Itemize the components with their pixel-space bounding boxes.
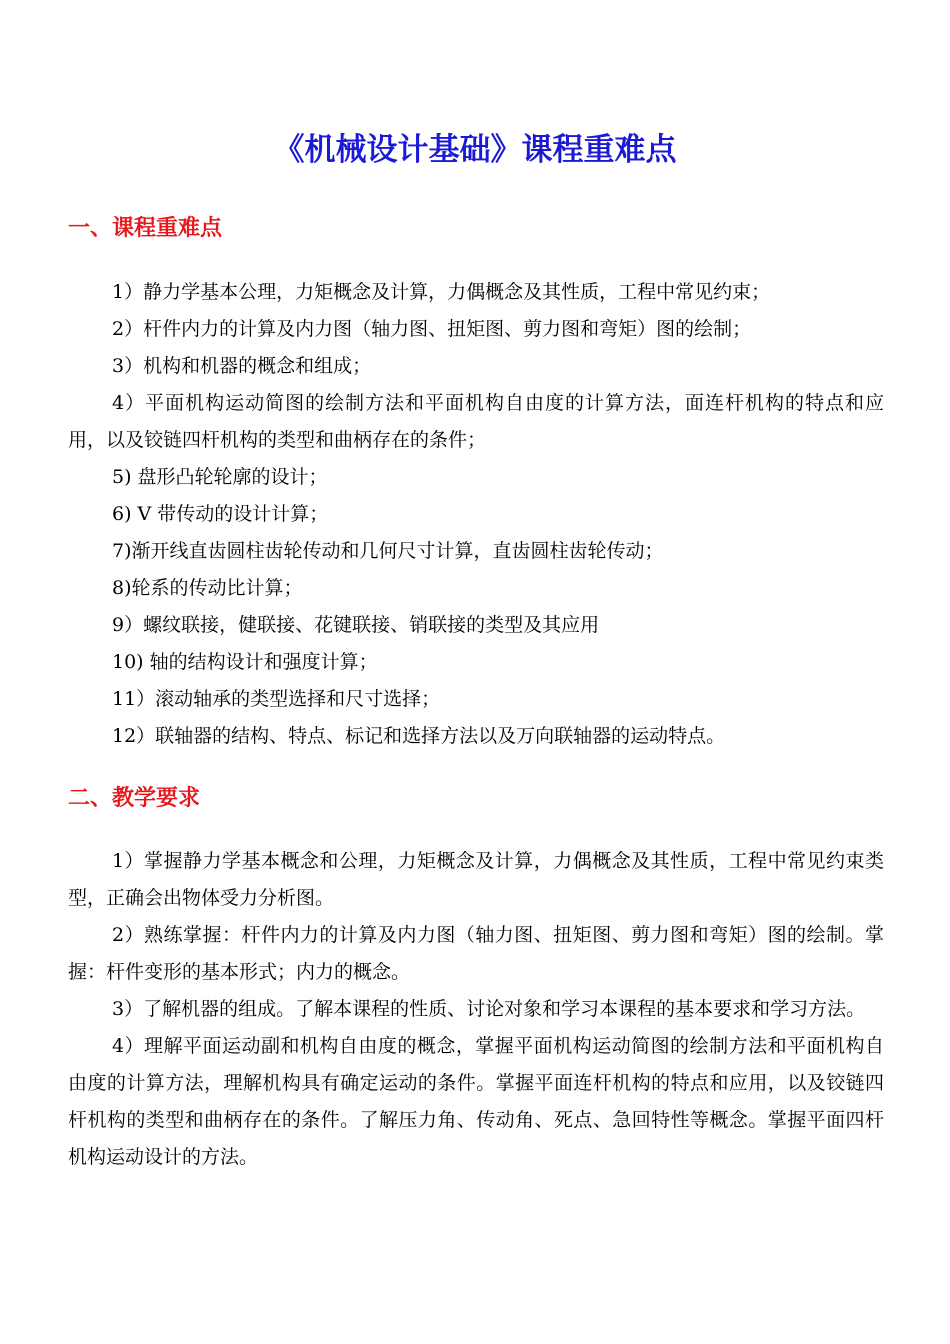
list-item: 3）了解机器的组成。了解本课程的性质、讨论对象和学习本课程的基本要求和学习方法。 [112, 998, 866, 1020]
list-item: 5) 盘形凸轮轮廓的设计； [112, 466, 328, 488]
list-item: 2）熟练掌握：杆件内力的计算及内力图（轴力图、扭矩图、剪力图和弯矩）图的绘制。掌握：杆件变形的基本形式；内力的概念。 [68, 924, 884, 983]
list-item: 4）平面机构运动简图的绘制方法和平面机构自由度的计算方法，面连杆机构的特点和应用，以及铰链四杆机构的类型和曲柄存在的条件； [68, 392, 884, 451]
list-item: 12）联轴器的结构、特点、标记和选择方法以及万向联轴器的运动特点。 [112, 725, 726, 747]
list-item: 1）掌握静力学基本概念和公理，力矩概念及计算，力偶概念及其性质，工程中常见约束类型，正确会出物体受力分析图。 [68, 850, 884, 909]
list-item: 3）机构和机器的概念和组成； [112, 355, 372, 377]
list-item: 4）理解平面运动副和机构自由度的概念，掌握平面机构运动简图的绘制方法和平面机构自由度的计算方法，理解机构具有确定运动的条件。掌握平面连杆机构的特点和应用，以及铰链四杆机构的类型和曲柄存在的条件。了解压力角、传动角、死点、急回特性等概念。掌握平面四杆机构运动设计的方法。 [68, 1035, 884, 1168]
list-item: 6) V 带传动的设计计算； [112, 503, 329, 525]
list-item: 1）静力学基本公理，力矩概念及计算，力偶概念及其性质，工程中常见约束； [112, 281, 771, 303]
list-item: 11）滚动轴承的类型选择和尺寸选择； [112, 688, 441, 710]
list-item: 8)轮系的传动比计算； [112, 577, 303, 599]
section-body-teaching-requirements [68, 843, 884, 1176]
list-item: 2）杆件内力的计算及内力图（轴力图、扭矩图、剪力图和弯矩）图的绘制； [112, 318, 752, 340]
document-title: 《机械设计基础》课程重难点 [273, 132, 677, 168]
list-item: 10) 轴的结构设计和强度计算； [112, 651, 378, 673]
list-item: 7)渐开线直齿圆柱齿轮传动和几何尺寸计算，直齿圆柱齿轮传动； [112, 540, 664, 562]
section-heading-key-points: 一、课程重难点 [68, 216, 223, 241]
list-item: 9）螺纹联接，健联接、花键联接、销联接的类型及其应用 [112, 614, 600, 636]
section-body-key-points [68, 274, 884, 755]
section-heading-teaching-requirements: 二、教学要求 [68, 786, 201, 811]
